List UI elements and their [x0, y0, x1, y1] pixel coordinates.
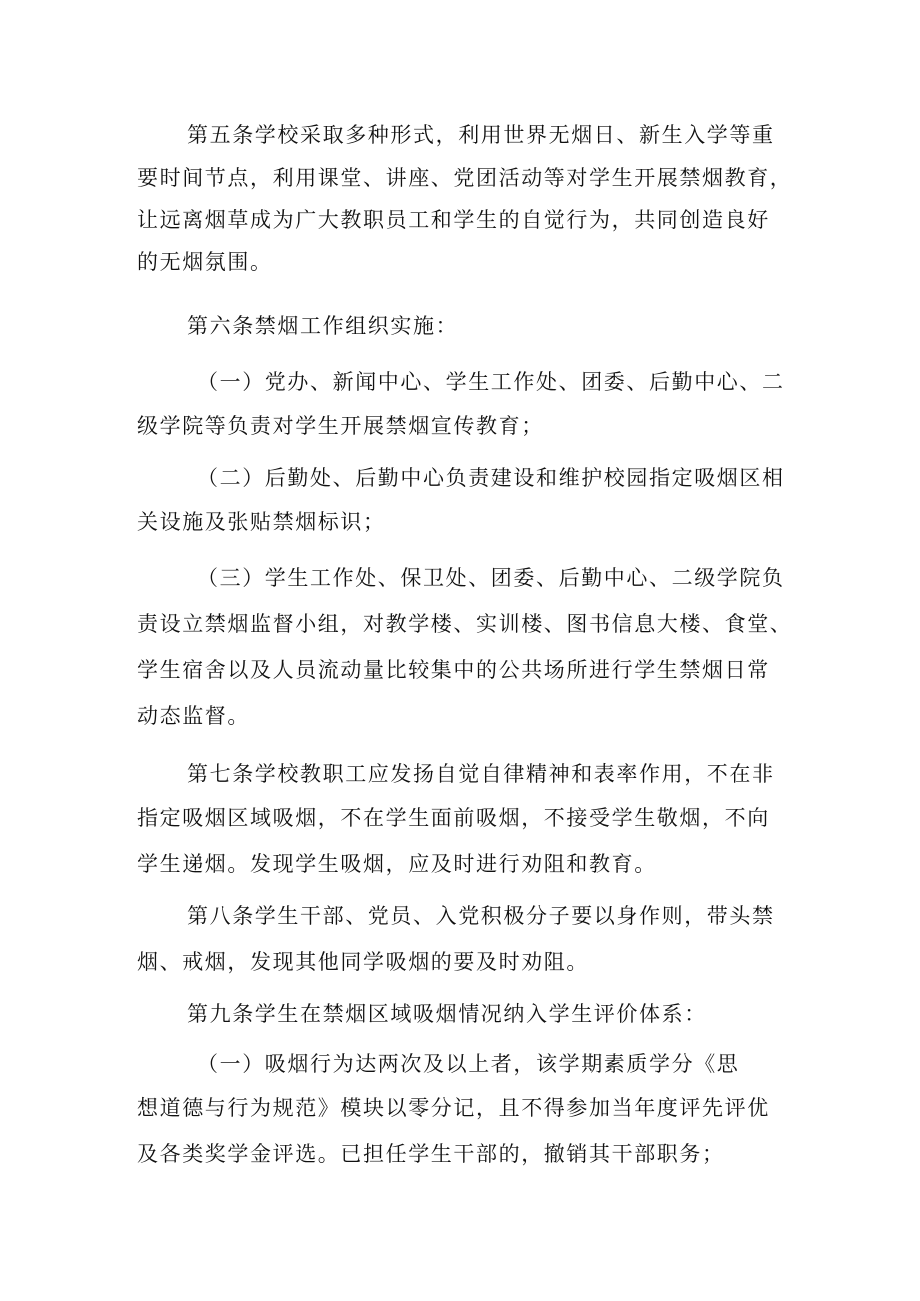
- text-line: （一）党办、新闻中心、学生工作处、团委、后勤中心、二: [197, 370, 785, 394]
- text-line: 学生宿舍以及人员流动量比较集中的公共场所进行学生禁烟日常: [137, 658, 770, 682]
- text-line: 级学院等负责对学生开展禁烟宣传教育；: [137, 414, 544, 438]
- text-line: 责设立禁烟监督小组，对教学楼、实训楼、图书信息大楼、食堂、: [137, 612, 793, 636]
- text-line: （一）吸烟行为达两次及以上者，该学期素质学分《思: [197, 1052, 740, 1076]
- text-line: 第六条禁烟工作组织实施：: [187, 314, 459, 338]
- text-line: （三）学生工作处、保卫处、团委、后勤中心、二级学院负: [197, 566, 785, 590]
- text-line: 烟、戒烟，发现其他同学吸烟的要及时劝阻。: [137, 950, 589, 974]
- text-line: 要时间节点，利用课堂、讲座、党团活动等对学生开展禁烟教育，: [137, 166, 793, 190]
- text-line: 关设施及张贴禁烟标识；: [137, 510, 386, 534]
- text-line: 第九条学生在禁烟区域吸烟情况纳入学生评价体系：: [187, 1002, 707, 1026]
- text-line: （二）后勤处、后勤中心负责建设和维护校园指定吸烟区相: [197, 466, 785, 490]
- text-line: 的无烟氛围。: [137, 250, 273, 274]
- text-line: 学生递烟。发现学生吸烟，应及时进行劝阻和教育。: [137, 852, 657, 876]
- text-line: 指定吸烟区域吸烟，不在学生面前吸烟，不接受学生敬烟，不向: [137, 806, 770, 830]
- text-line: 第七条学校教职工应发扬自觉自律精神和表率作用，不在非: [187, 762, 775, 786]
- text-line: 第八条学生干部、党员、入党积极分子要以身作则，带头禁: [187, 904, 775, 928]
- text-line: 动态监督。: [137, 704, 250, 728]
- text-line: 及各类奖学金评选。已担任学生干部的，撤销其干部职务；: [137, 1142, 725, 1166]
- text-line: 第五条学校采取多种形式，利用世界无烟日、新生入学等重: [187, 123, 775, 147]
- text-line: 让远离烟草成为广大教职员工和学生的自觉行为，共同创造良好: [137, 208, 770, 232]
- text-line: 想道德与行为规范》模块以零分记，且不得参加当年度评先评优: [137, 1096, 770, 1120]
